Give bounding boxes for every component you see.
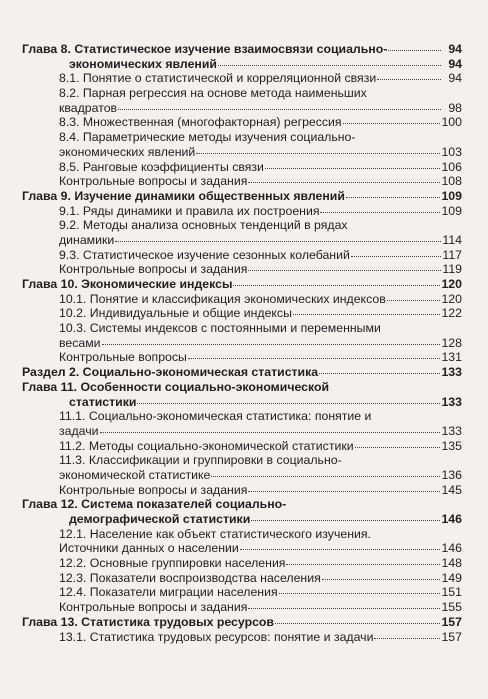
dot-leader (248, 181, 440, 183)
toc-entry (22, 42, 462, 57)
dot-leader (248, 269, 441, 271)
toc-entry-title: 9.3. Статистическое изучение сезонных колебаний (59, 247, 350, 262)
toc-entry (22, 160, 462, 175)
toc-entry (22, 145, 462, 160)
toc-entry-title: Глава 9. Изучение динамики общественных явлений (22, 188, 345, 203)
toc-entry-title: Глава 11. Особенности социально-экономической (22, 379, 330, 394)
toc-entry-page: 155 (441, 600, 462, 615)
dot-leader (388, 49, 441, 51)
toc-entry-title: Контрольные вопросы и задания (59, 262, 248, 277)
toc-entry (22, 86, 462, 101)
toc-entry-page: 146 (441, 541, 462, 556)
toc-entry (22, 527, 462, 542)
toc-entry (22, 600, 462, 615)
dot-leader (137, 402, 440, 404)
dot-leader (374, 637, 440, 639)
toc-entry-title: весами (59, 335, 101, 350)
toc-entry (22, 277, 462, 292)
dot-leader (218, 64, 441, 66)
toc-entry (22, 483, 462, 498)
toc-entry (22, 630, 462, 645)
toc-entry-page: 100 (441, 115, 462, 130)
toc-entry-page: 119 (442, 262, 462, 277)
toc-entry (22, 321, 462, 336)
toc-entry (22, 512, 462, 527)
dot-leader (319, 372, 440, 374)
dot-leader (343, 122, 441, 124)
dot-leader (320, 211, 440, 213)
dot-leader (355, 446, 441, 448)
toc-entry-page: 109 (441, 203, 462, 218)
toc-entry (22, 615, 462, 630)
toc-entry-page: 149 (441, 570, 462, 585)
dot-leader (248, 490, 440, 492)
toc-entry (22, 497, 462, 512)
toc-entry (22, 115, 462, 130)
toc-entry-page: 148 (441, 556, 462, 571)
toc-entry (22, 57, 462, 72)
toc-entry-title: 12.1. Население как объект статистического изучения. (59, 526, 371, 541)
dot-leader (251, 519, 440, 521)
toc-entry-page: 106 (441, 159, 462, 174)
dot-leader (279, 592, 441, 594)
toc-entry-page: 136 (441, 467, 462, 482)
toc-entry-page: 122 (441, 306, 462, 321)
toc-entry (22, 556, 462, 571)
toc-entry-page: 133 (441, 394, 462, 409)
toc-entry-title: 8.5. Ранговые коэффициенты связи (59, 159, 264, 174)
toc-entry-title: 11.2. Методы социально-экономической статистики (59, 438, 354, 453)
toc-entry-title: динамики (59, 232, 115, 247)
toc-entry-page: 120 (441, 277, 462, 291)
dot-leader (102, 343, 441, 345)
toc-entry-title: Глава 8. Статистическое изучение взаимосвязи социально- (22, 42, 388, 56)
dot-leader (211, 475, 440, 477)
dot-leader (196, 152, 440, 154)
toc-entry-title: 8.4. Параметрические методы изучения социально- (59, 130, 356, 145)
toc-entry-title: задачи (59, 423, 99, 438)
toc-entry-title: 10.1. Понятие и классификация экономических индексов (59, 291, 386, 306)
toc-entry-page: 109 (441, 188, 462, 203)
toc-entry-page: 135 (441, 438, 462, 453)
dot-leader (118, 108, 441, 110)
dot-leader (387, 299, 441, 301)
toc-entry-title: демографической статистики (69, 512, 251, 526)
toc-entry (22, 233, 462, 248)
toc-entry-title: 12.4. Показатели миграции населения (59, 585, 278, 600)
toc-entry (22, 365, 462, 380)
toc-entry (22, 336, 462, 351)
toc-entry (22, 380, 462, 395)
toc-entry-title: Контрольные вопросы и задания (59, 482, 248, 497)
toc-entry-page: 114 (442, 232, 462, 247)
dot-leader (115, 240, 441, 242)
dot-leader (286, 563, 440, 565)
toc-entry-title: 11.1. Социально-экономическая статистика: понятие и (59, 409, 372, 424)
toc-entry-page: 157 (441, 629, 462, 644)
toc-entry-page: 157 (441, 614, 462, 629)
toc-entry (22, 262, 462, 277)
toc-entry-page: 94 (448, 42, 462, 56)
toc-entry-title: экономических явлений (69, 56, 217, 71)
toc-entry (22, 585, 462, 600)
toc-entry-page: 145 (441, 482, 462, 497)
toc-entry-page: 131 (441, 350, 462, 365)
toc-entry (22, 468, 462, 483)
toc-entry (22, 71, 462, 86)
toc-entry-title: 8.3. Множественная (многофакторная) регрессия (59, 115, 342, 130)
toc-entry-title: Контрольные вопросы и задания (59, 600, 248, 615)
toc-entry (22, 218, 462, 233)
toc-entry-title: Контрольные вопросы и задания (59, 174, 248, 189)
toc-entry-title: 12.2. Основные группировки населения (59, 556, 286, 571)
toc-entry (22, 174, 462, 189)
dot-leader (265, 167, 441, 169)
toc-entry-page: 133 (441, 365, 462, 380)
toc-entry-title: 10.2. Индивидуальные и общие индексы (59, 306, 292, 321)
toc-entry-title: 11.3. Классификации и группировки в социально- (59, 453, 342, 468)
dot-leader (188, 357, 441, 359)
toc-entry (22, 130, 462, 145)
toc-entry-page: 98 (448, 100, 462, 115)
toc-entry (22, 350, 462, 365)
toc-entry-title: 9.2. Методы анализа основных тенденций в рядах (59, 218, 348, 233)
toc-entry (22, 248, 462, 263)
dot-leader (351, 255, 441, 257)
toc-entry (22, 395, 462, 410)
toc-entry-page: 103 (441, 144, 462, 159)
toc-entry-title: Глава 12. Система показателей социально- (22, 497, 287, 512)
toc-entry (22, 571, 462, 586)
toc-entry-title: 13.1. Статистика трудовых ресурсов: понятие и задачи (59, 629, 374, 644)
dot-leader (377, 78, 441, 80)
dot-leader (248, 607, 440, 609)
dot-leader (100, 431, 441, 433)
toc-entry-page: 108 (441, 174, 462, 189)
toc-entry-page: 146 (441, 512, 462, 526)
toc-entry-page: 120 (441, 291, 462, 306)
toc-entry-title: экономической статистике (59, 467, 211, 482)
dot-leader (240, 548, 441, 550)
toc-entry (22, 409, 462, 424)
dot-leader (293, 313, 441, 315)
toc-entry-title: 8.2. Парная регрессия на основе метода наименьших (59, 86, 367, 101)
toc-entry-title: статистики (69, 394, 137, 409)
table-of-contents (22, 42, 462, 644)
toc-entry-page: 151 (441, 585, 462, 600)
toc-entry-page: 128 (441, 335, 462, 350)
dot-leader (322, 578, 441, 580)
toc-entry (22, 453, 462, 468)
toc-entry-page: 94 (448, 56, 462, 71)
toc-entry (22, 189, 462, 204)
toc-entry-title: 10.3. Системы индексов с постоянными и переменными (59, 321, 381, 336)
toc-entry-title: 9.1. Ряды динамики и правила их построения (59, 203, 320, 218)
toc-entry-title: 12.3. Показатели воспроизводства населения (59, 570, 321, 585)
toc-entry-title: Раздел 2. Социально-экономическая статистика (22, 365, 319, 380)
toc-entry (22, 101, 462, 116)
toc-entry-title: Источники данных о населении (59, 541, 239, 556)
toc-entry-title: Глава 10. Экономические индексы (22, 277, 233, 291)
dot-leader (346, 196, 441, 198)
toc-entry (22, 306, 462, 321)
toc-entry-page: 94 (448, 71, 462, 86)
toc-entry (22, 204, 462, 219)
toc-entry-title: квадратов (59, 100, 118, 115)
dot-leader (275, 622, 440, 624)
toc-entry-title: 8.1. Понятие о статистической и корреляционной связи (59, 71, 377, 86)
toc-entry-title: Глава 13. Статистика трудовых ресурсов (22, 614, 274, 629)
toc-entry (22, 439, 462, 454)
toc-entry-title: экономических явлений (59, 144, 196, 159)
dot-leader (233, 284, 440, 286)
toc-entry (22, 292, 462, 307)
toc-entry-title: Контрольные вопросы (59, 350, 187, 365)
toc-entry (22, 424, 462, 439)
toc-entry-page: 117 (442, 247, 462, 262)
toc-entry (22, 541, 462, 556)
toc-entry-page: 133 (441, 423, 462, 438)
